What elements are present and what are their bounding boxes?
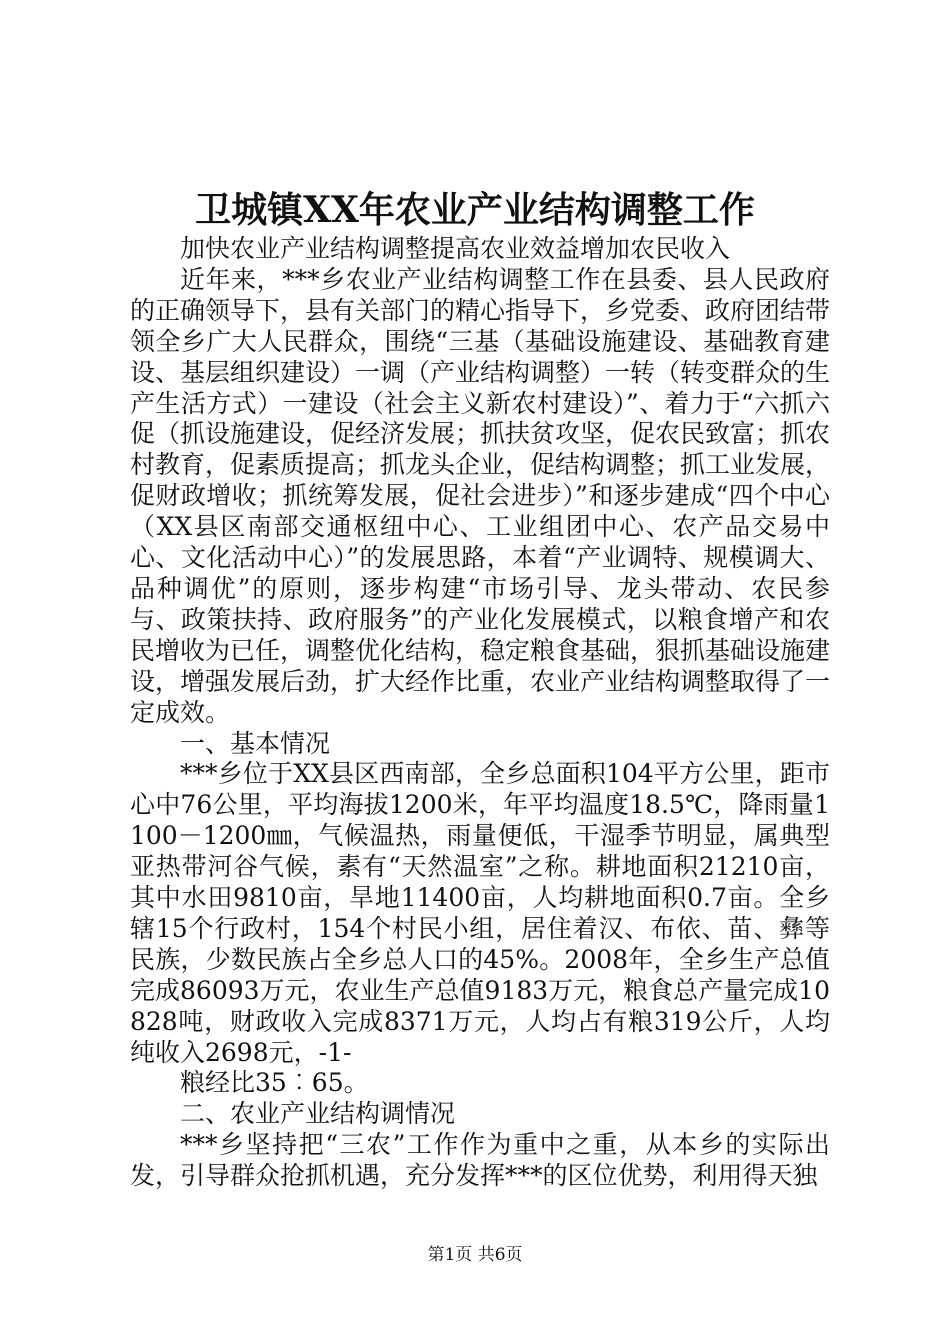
intro-paragraph: 近年来，***乡农业产业结构调整工作在县委、县人民政府的正确领导下，县有关部门的精心指导下，乡党委、政府团结带领全乡广大人民群众，围绕“三基（基础设施建设、基础教育建设、基层组织建设）一调（产业结构调整）一转（转变群众的生产生活方式）一建设（社会主义新农村建设）”、着力于“六抓六促（抓设施建设，促经济发展；抓扶贫攻坚，促农民致富；抓农村教育，促素质提高；抓龙头企业，促结构调整；抓工业发展，促财政增收；抓统筹发展，促社会进步）”和逐步建成“四个中心（XX县区南部交通枢纽中心、工业组团中心、农产品交易中心、文化活动中心）”的发展思路，本着“产业调特、规模调大、品种调优”的原则，逐步构建“市场引导、龙头带动、农民参与、政策扶持、政府服务”的产业化发展模式，以粮食增产和农民增收为已任，调整优化结构，稳定粮食基础，狠抓基础设施建设，增强发展后劲，扩大经作比重，农业产业结构调整取得了一定成效。 [130,264,831,727]
subtitle-paragraph: 加快农业产业结构调整提高农业效益增加农民收入 [180,234,731,263]
section-heading-adjustment: 二、农业产业结构调情况 [180,1099,456,1129]
page-number-footer: 第1页 共6页 [427,1245,523,1265]
basic-info-paragraph: ***乡位于XX县区西南部，全乡总面积104平方公里，距市心中76公里，平均海拔1200米，年平均温度18.5℃，降雨量1100－1200㎜，气候温热，雨量便低，干湿季节明显，属典型亚热带河谷气候，素有“天然温室”之称。耕地面积21210亩，其中水田9810亩，旱地11400亩，人均耕地面积0.7亩。全乡辖15个行政村，154个村民小组，居住着汉、布依、苗、彝等民族，少数民族占全乡总人口的45%。2008年，全乡生产总值完成86093万元，农业生产总值9183万元，粮食总产量完成10828吨，财政收入完成8371万元，人均占有粮319公斤，人均纯收入2698元，-1- [130,759,830,1067]
section-heading-basic: 一、基本情况 [180,728,331,758]
ratio-paragraph: 粮经比35︰65。 [180,1068,369,1098]
adjustment-paragraph: ***乡坚持把“三农”工作作为重中之重，从本乡的实际出发，引导群众抢抓机遇，充分发挥***的区位优势，利用得天独 [130,1130,830,1191]
document-title: 卫城镇XX年农业产业结构调整工作 [195,189,755,231]
document-body [130,234,830,1192]
